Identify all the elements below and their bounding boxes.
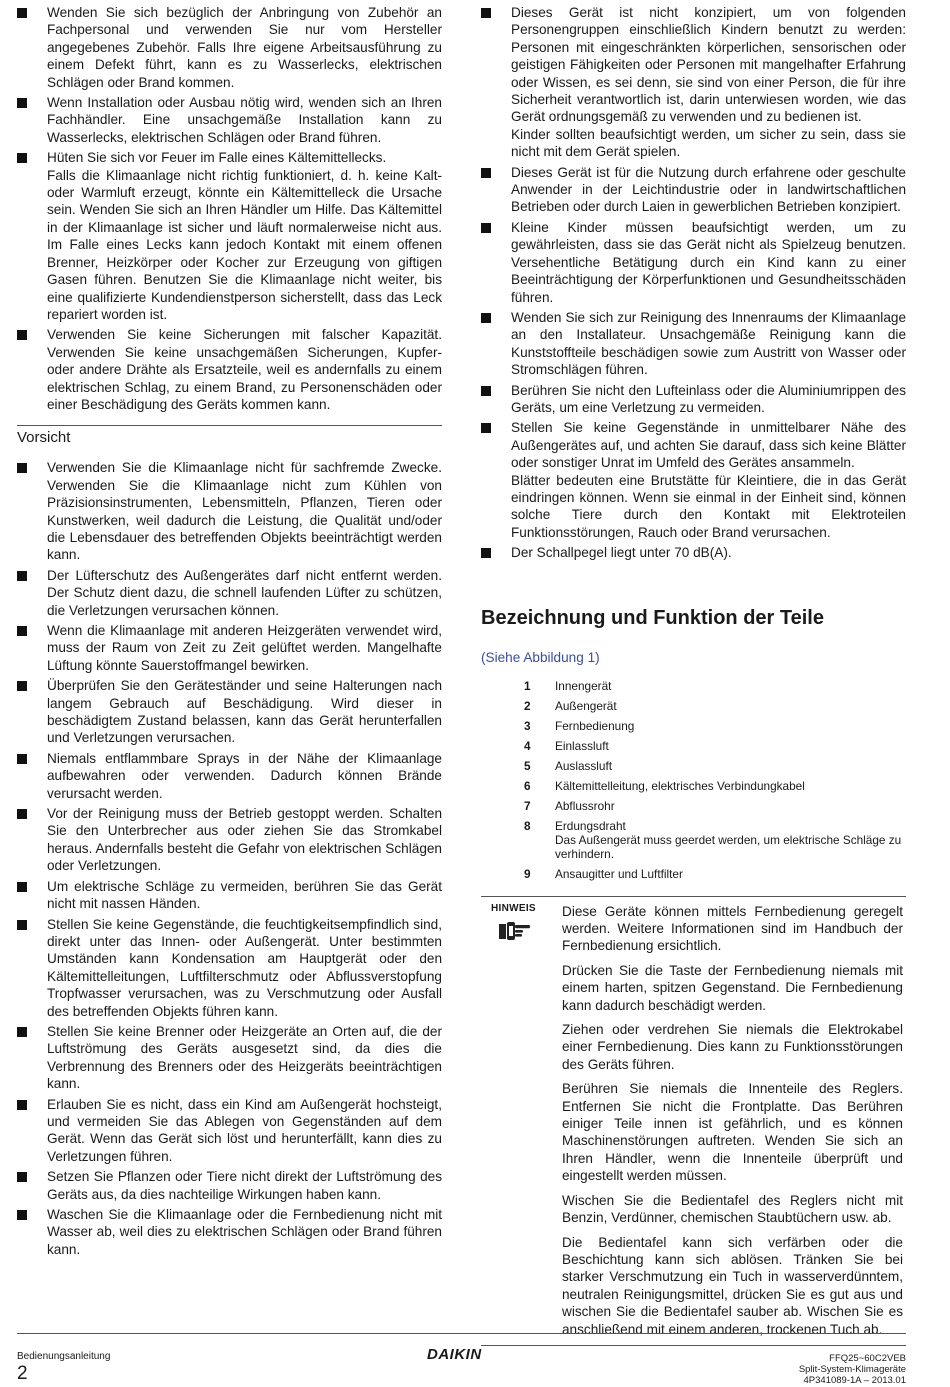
bullet-item	[17, 1096, 442, 1166]
bullet-item	[481, 219, 906, 306]
part-number: 3	[524, 718, 531, 733]
part-label: Innengerät	[555, 678, 612, 693]
part-item	[524, 739, 906, 753]
part-number: 9	[524, 866, 531, 881]
square-bullet-icon	[17, 571, 27, 581]
square-bullet-icon	[481, 223, 491, 233]
part-label-wrap	[555, 759, 906, 773]
square-bullet-icon	[481, 168, 491, 178]
document-code: 4P341089-1A – 2013.01	[803, 1375, 906, 1386]
bullet-text: Falls die Klimaanlage nicht richtig funktioniert, d. h. keine Kalt- oder Warmluft erzeugt, könnte ein Kältemittelleck die Ursache sein. Wenden Sie sich an Ihren Händler um Hilfe. Das Kältemittel in der Klimaanlage ist sicher und läuft normalerweise nicht aus. Im Falle eines Lecks kann jedoch Kontakt mit einem offenen Brenner, Heizkörper oder Kocher zur Erzeugung von giftigen Gasen führen. Benutzen Sie die Klimaanlage nicht weiter, bis eine qualifizierte Kundendienstperson sicherstellt, dass das Leck repariert worden ist.	[47, 167, 442, 322]
bullet-item	[17, 1023, 442, 1093]
part-item	[524, 779, 906, 793]
part-label: Abflussrohr	[555, 798, 615, 813]
bullet-item	[17, 878, 442, 913]
bullet-text: Stellen Sie keine Gegenstände in unmittelbarer Nähe des Außengerätes auf, und achten Sie darauf, dass sich keine Blätter oder sonstiger Unrat im Umfeld des Gerätes ansammeln.	[511, 420, 906, 471]
part-item	[524, 759, 906, 773]
caution-bullet-list	[17, 459, 442, 1258]
part-label-wrap	[555, 867, 906, 881]
part-number: 4	[524, 738, 531, 753]
part-label: Erdungsdraht	[555, 818, 626, 833]
bullet-item	[481, 419, 906, 541]
part-label: Fernbedienung	[555, 718, 635, 733]
part-label-wrap	[555, 699, 906, 713]
part-item	[524, 819, 906, 861]
part-label-wrap	[555, 819, 906, 861]
bullet-text: Erlauben Sie es nicht, dass ein Kind am Außengerät hochsteigt, und vermeiden Sie das Ablegen von Gegenständen auf dem Gerät. Wenn das Gerät sich löst und herunterfällt, kann dies zu Verletzungen führen.	[47, 1096, 442, 1164]
square-bullet-icon	[17, 882, 27, 892]
bullet-text: Dieses Gerät ist nicht konzipiert, um von folgenden Personengruppen einschließlich Kindern benutzt zu werden: Personen mit eingeschränkten körperlichen, sensorischen oder geistigen Fähigkeiten oder Personen mit mangelhafter Erfahrung oder Wissen, es sei denn, sie sind von einer Person, die für ihre Sicherheit verantwortlich ist, darin unterwiesen worden, wie das Gerät ordnungsgemäß zu verwenden und zu bedienen ist.	[511, 5, 906, 125]
bullet-text: Hüten Sie sich vor Feuer im Falle eines Kältemittellecks.	[47, 150, 387, 166]
part-number: 8	[524, 818, 531, 833]
bullet-text: Wenden Sie sich zur Reinigung des Innenraums der Klimaanlage an den Installateur. Unsachgemäße Reinigung kann die Kunststoffteile beschädigen sowie zum Austritt von Wasser oder Stromschlägen führen.	[511, 309, 906, 378]
page-number: 2	[17, 1363, 28, 1384]
note-body	[562, 903, 906, 1338]
model-number: FFQ25~60C2VEB	[829, 1353, 906, 1364]
safety-bullet-list	[481, 4, 906, 562]
part-item	[524, 799, 906, 813]
note-paragraph: Diese Geräte können mittels Fernbedienung geregelt werden. Weitere Informationen sind im Handbuch der Fernbedienung ersichtlich.	[562, 903, 903, 954]
bullet-text: Waschen Sie die Klimaanlage oder die Fernbedienung nicht mit Wasser ab, weil dies zu elektrischen Schlägen oder Brand führen kann.	[47, 1207, 442, 1257]
section-heading: Bezeichnung und Funktion der Teile	[481, 606, 824, 629]
bullet-item	[481, 164, 906, 216]
bullet-text: Wenn Installation oder Ausbau nötig wird, wenden sich an Ihren Fachhändler. Eine unsachgemäße Installation kann zu Wasserlecks, elektrischen Schlägen oder Brand führen.	[47, 95, 442, 145]
square-bullet-icon	[481, 423, 491, 433]
square-bullet-icon	[17, 626, 27, 636]
square-bullet-icon	[17, 920, 27, 930]
part-number: 6	[524, 778, 531, 793]
part-label: Kältemittelleitung, elektrisches Verbindungkabel	[555, 778, 805, 793]
bullet-item	[17, 916, 442, 1020]
bullet-text: Wenn die Klimaanlage mit anderen Heizgeräten verwendet wird, muss der Raum von Zeit zu Zeit gelüftet werden. Mangelhafte Lüftung könnte Sauerstoffmangel bewirken.	[47, 623, 442, 673]
square-bullet-icon	[17, 8, 27, 18]
part-number: 7	[524, 798, 531, 813]
square-bullet-icon	[17, 1100, 27, 1110]
footer-right	[799, 1353, 906, 1386]
part-label: Ansaugitter und Luftfilter	[555, 866, 683, 881]
bullet-text: Der Lüfterschutz des Außengerätes darf nicht entfernt werden. Der Schutz dient dazu, die schnell laufenden Lüfter zu schützen, die Verletzungen verursachen können.	[47, 567, 442, 618]
bullet-text: Blätter bedeuten eine Brutstätte für Kleintiere, die in das Gerät eindringen können. Wenn sie einmal in der Einheit sind, können solche Tiere durch den Kontakt mit Elektroteilen Funktionsstörungen, Rauch oder Brand verursachen.	[511, 472, 906, 540]
square-bullet-icon	[17, 153, 27, 163]
bullet-item	[17, 677, 442, 747]
part-label-wrap	[555, 719, 906, 733]
bullet-item	[17, 94, 442, 146]
note-side	[481, 903, 562, 1338]
note-paragraph: Ziehen oder verdrehen Sie niemals die Elektrokabel einer Fernbedienung. Dies kann zu Funktionsstörungen des Geräts führen.	[562, 1022, 903, 1072]
bullet-text: Verwenden Sie die Klimaanlage nicht für sachfremde Zwecke. Verwenden Sie die Klimaanlage nicht zum Kühlen von Präzisionsinstrumenten, Lebensmitteln, Pflanzen, Tieren oder Kunstwerken, weil dadurch die Leistung, die Qualität und/oder die Lebensdauer des betreffenden Objekts beeinträchtigt werden kann.	[47, 460, 442, 563]
bullet-text: Wenden Sie sich bezüglich der Anbringung von Zubehör an Fachpersonal und verwenden Sie nur vom Hersteller angegebenes Zubehör. Falls Ihre eigene Arbeitsausführung zu einem Defekt führt, kann es zu Wasserlecks, elektrischen Schlägen oder Brand kommen.	[47, 5, 442, 90]
part-label-wrap	[555, 779, 906, 793]
square-bullet-icon	[17, 809, 27, 819]
part-item	[524, 699, 906, 713]
section-label-caution: Vorsicht	[17, 429, 71, 447]
footer-left	[17, 1351, 110, 1384]
pointing-hand-icon	[497, 920, 533, 942]
daikin-logo: DAIKIN	[427, 1346, 482, 1363]
bullet-text: Überprüfen Sie den Geräteständer und seine Halterungen nach langem Gebrauch auf Beschädigung. Wird dieser in beschädigtem Zustand belassen, kann das Gerät herunterfallen und Verletzungen verursachen.	[47, 678, 442, 746]
square-bullet-icon	[17, 1210, 27, 1220]
note-paragraph: Berühren Sie niemals die Innenteile des Reglers. Entfernen Sie nicht die Frontplatte. Das Berühren einiger Teile innen ist gefährlich, und es können Maschinenstörungen auftreten. Wenden Sie sich an Ihren Händler, wenn die Innenteile überprüft und eingestellt werden müssen.	[562, 1081, 903, 1184]
bullet-item	[17, 567, 442, 619]
left-column	[17, 4, 442, 1261]
bullet-text: Um elektrische Schläge zu vermeiden, berühren Sie das Gerät nicht mit nassen Händen.	[47, 878, 442, 912]
bullet-text: Setzen Sie Pflanzen oder Tiere nicht direkt der Luftströmung des Geräts aus, da dies nachteilige Wirkungen haben kann.	[47, 1169, 442, 1202]
bullet-text: Kleine Kinder müssen beaufsichtigt werden, um zu gewährleisten, dass sie das Gerät nicht als Spielzeug benutzen. Versehentliche Betätigung durch ein Kind kann zu einer Beeinträchtigung der Körperfunktionen und Gesundheitsschäden führen.	[511, 219, 906, 305]
bullet-text: Der Schallpegel liegt unter 70 dB(A).	[511, 545, 732, 561]
bullet-text: Dieses Gerät ist für die Nutzung durch erfahrene oder geschulte Anwender in der Leichtindustrie oder in landwirtschaftlichen Betrieben oder durch Laien in gewerblichen Betrieben konzipiert.	[511, 164, 906, 215]
square-bullet-icon	[481, 313, 491, 323]
parts-list	[481, 679, 906, 881]
part-number: 2	[524, 698, 531, 713]
square-bullet-icon	[17, 754, 27, 764]
manual-title: Bedienungsanleitung	[17, 1351, 111, 1362]
bullet-item	[481, 544, 906, 561]
part-label-wrap	[555, 739, 906, 753]
bullet-text: Niemals entflammbare Sprays in der Nähe der Klimaanlage aufbewahren oder verwenden. Dadurch können Brände verursacht werden.	[47, 750, 442, 801]
part-sublabel: Das Außengerät muss geerdet werden, um elektrische Schläge zu verhindern.	[555, 832, 902, 861]
part-label: Einlassluft	[555, 738, 609, 753]
square-bullet-icon	[17, 463, 27, 473]
part-item	[524, 679, 906, 693]
part-item	[524, 719, 906, 733]
page-footer	[17, 1333, 906, 1387]
part-item	[524, 867, 906, 881]
note-paragraph: Die Bedientafel kann sich verfärben oder die Beschichtung kann sich ablösen. Tränken Sie bei starker Verschmutzung ein Tuch in wasserverdünntem, neutralen Reinigungsmittel, drücken Sie es gut aus und wischen Sie die Bedientafel sauber ab. Wischen Sie es anschließend mit einem anderen, trockenen Tuch ab.	[562, 1234, 903, 1337]
bullet-text: Berühren Sie nicht den Lufteinlass oder die Aluminiumrippen des Geräts, um eine Verletzung zu vermeiden.	[511, 382, 906, 415]
bullet-item	[17, 750, 442, 802]
bullet-item	[17, 622, 442, 674]
bullet-item	[481, 309, 906, 379]
bullet-item	[17, 149, 442, 323]
bullet-item	[481, 382, 906, 417]
bullet-item	[17, 1206, 442, 1258]
note-paragraph: Drücken Sie die Taste der Fernbedienung niemals mit einem harten, spitzen Gegenstand. Die Fernbedienung kann dadurch beschädigt werden.	[562, 962, 903, 1013]
bullet-text: Verwenden Sie keine Sicherungen mit falscher Kapazität. Verwenden Sie keine unsachgemäßen Sicherungen, Kupfer- oder andere Drähte als Ersatzteile, weil es andernfalls zu einem elektrischen Schlag, zu einem Brand, zu Personenschäden oder einer Beschädigung des Geräts kommen kann.	[47, 327, 442, 412]
bullet-text: Vor der Reinigung muss der Betrieb gestoppt werden. Schalten Sie den Unterbrecher aus oder ziehen Sie das Stromkabel heraus. Andernfalls besteht die Gefahr von elektrischen Schlägen oder Verletzungen.	[47, 806, 442, 874]
part-label-wrap	[555, 799, 906, 813]
bullet-item	[17, 1168, 442, 1203]
bullet-text: Kinder sollten beaufsichtigt werden, um sicher zu sein, dass sie nicht mit dem Gerät spielen.	[511, 126, 906, 160]
square-bullet-icon	[481, 386, 491, 396]
bullet-item	[17, 4, 442, 91]
square-bullet-icon	[17, 1172, 27, 1182]
part-number: 5	[524, 758, 531, 773]
part-label: Auslassluft	[555, 758, 613, 773]
right-column	[481, 4, 906, 1346]
product-name: Split-System-Klimageräte	[798, 1364, 906, 1375]
bullet-item	[17, 326, 442, 413]
bullet-item	[17, 459, 442, 563]
warning-bullet-list	[17, 4, 442, 413]
bullet-text: Stellen Sie keine Brenner oder Heizgeräte an Orten auf, die der Luftströmung des Geräts ausgesetzt sind, da dies die Verbrennung des Brenners oder des Heizgeräts beeinträchtigen kann.	[47, 1023, 442, 1092]
part-label: Außengerät	[555, 698, 617, 713]
figure-reference-link[interactable]: (Siehe Abbildung 1)	[481, 649, 600, 665]
square-bullet-icon	[17, 330, 27, 340]
note-label: HINWEIS	[491, 902, 536, 914]
bullet-item	[17, 805, 442, 875]
part-label-wrap	[555, 679, 906, 693]
note-box	[481, 896, 906, 1346]
bullet-text: Stellen Sie keine Gegenstände, die feuchtigkeitsempfindlich sind, direkt unter das Innen- oder Außengerät. Unter bestimmten Umständen kann Kondensation am Hauptgerät oder den Kältemittelleitungen, Luftfilterschmutz oder Abflussverstopfung Tropfwasser verursachen, was zu Verschmutzung oder Ausfall des betreffenden Objekts führen kann.	[47, 916, 442, 1019]
square-bullet-icon	[481, 8, 491, 18]
square-bullet-icon	[481, 548, 491, 558]
part-number: 1	[524, 678, 531, 693]
bullet-item	[481, 4, 906, 161]
note-paragraph: Wischen Sie die Bedientafel des Reglers nicht mit Benzin, Verdünner, chemischen Staubtüchern usw. ab.	[562, 1192, 903, 1226]
square-bullet-icon	[17, 1027, 27, 1037]
square-bullet-icon	[17, 98, 27, 108]
square-bullet-icon	[17, 681, 27, 691]
